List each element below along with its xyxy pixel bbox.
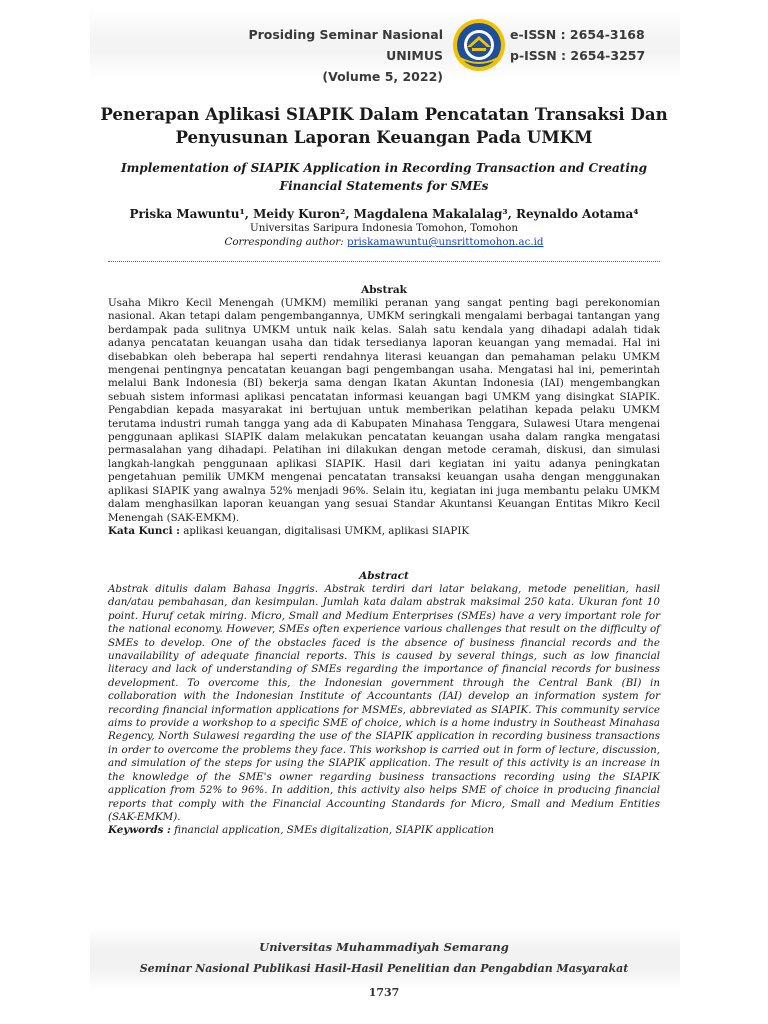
footer-seminar: Seminar Nasional Publikasi Hasil-Hasil Penelitian dan Pengabdian Masyarakat bbox=[139, 962, 629, 975]
keywords-values: financial application, SMEs digitalization, SIAPIK application bbox=[174, 824, 495, 837]
corresponding-email-link[interactable]: priskamawuntu@unsrittomohon.ac.id bbox=[346, 236, 544, 248]
english-title-line-2: Financial Statements for SMEs bbox=[279, 179, 489, 193]
paper-title bbox=[60, 103, 708, 149]
volume-label: (Volume 5, 2022) bbox=[322, 69, 443, 84]
proceedings-name: Prosiding Seminar Nasional UNIMUS bbox=[248, 27, 443, 63]
corresponding-author bbox=[60, 235, 708, 249]
kata-kunci bbox=[108, 525, 660, 538]
footer-band bbox=[90, 928, 680, 990]
affiliation: Universitas Saripura Indonesia Tomohon, Tomohon bbox=[250, 222, 518, 234]
divider bbox=[108, 261, 660, 263]
abstrak-heading: Abstrak bbox=[361, 284, 407, 296]
english-title-line-1: Implementation of SIAPIK Application in Recording Transaction and Creating bbox=[121, 161, 647, 175]
unimus-logo bbox=[452, 18, 506, 72]
corresponding-label: Corresponding author: bbox=[224, 236, 344, 248]
kata-kunci-label: Kata Kunci : bbox=[108, 524, 180, 537]
english-title bbox=[60, 159, 708, 195]
p-issn: p-ISSN : 2654-3257 bbox=[510, 48, 646, 63]
header-band bbox=[90, 10, 680, 84]
abstract-heading bbox=[108, 569, 660, 583]
keywords-label: Keywords : bbox=[108, 824, 171, 837]
title-line-1: Penerapan Aplikasi SIAPIK Dalam Pencatatan Transaksi Dan bbox=[100, 104, 668, 124]
abstract-body bbox=[108, 583, 660, 838]
abstract-heading-text: Abstract bbox=[359, 570, 409, 582]
proceedings-title bbox=[218, 24, 443, 87]
authors: Priska Mawuntu¹, Meidy Kuron², Magdalena Makalalag³, Reynaldo Aotama⁴ bbox=[129, 207, 639, 221]
footer-university: Universitas Muhammadiyah Semarang bbox=[259, 940, 509, 954]
keywords bbox=[108, 824, 660, 837]
kata-kunci-values: aplikasi keuangan, digitalisasi UMKM, aplikasi SIAPIK bbox=[183, 524, 470, 537]
e-issn: e-ISSN : 2654-3168 bbox=[510, 27, 645, 42]
title-line-2: Penyusunan Laporan Keuangan Pada UMKM bbox=[175, 127, 593, 147]
abstrak-body bbox=[108, 297, 660, 538]
page-number: 1737 bbox=[368, 986, 400, 999]
abstract-text: Abstrak ditulis dalam Bahasa Inggris. Abstrak terdiri dari latar belakang, metode penelitian, hasil dan/atau pembahasan, dan kesimpulan. Jumlah kata dalam abstrak maksimal 250 kata. Ukuran font 10 point. Huruf cetak miring. Micro, Small and Medium Enterprises (SMEs) have a very important role for the national economy. However, SMEs often experience various challenges that result on the difficulty of SMEs to develop. One of the obstacles faced is the absence of business financial records and the unavailability of adequate financial reports. This is caused by several things, such as low financial literacy and lack of understanding of SMEs regarding the importance of financial records for business development. To overcome this, the Indonesian government through the Central Bank (BI) in collaboration with the Indonesian Institute of Accountants (IAI) develop an information system for recording financial information applications for MSMEs, abbreviated as SIAPIK. This community service aims to provide a workshop to a specific SME of choice, which is a home industry in Southeast Minahasa Regency, North Sulawesi regarding the use of the SIAPIK application in recording business transactions in order to overcome the problems they face. This workshop is carried out in form of lecture, discussion, and simulation of the steps for using the SIAPIK application. The result of this activity is an increase in the knowledge of the SME's owner regarding business transactions recording using the SIAPIK application from 52% to 96%. In addition, this activity also helps SME of choice in producing financial reports that comply with the Financial Accounting Standards for Micro, Small and Medium Entities (SAK-EMKM). bbox=[108, 583, 660, 823]
abstrak-text: Usaha Mikro Kecil Menengah (UMKM) memiliki peranan yang sangat penting bagi perekonomian nasional. Akan tetapi dalam pengembangannya, UMKM seringkali mengalami berbagai tantangan yang berdampak pada sulitnya UMKM untuk naik kelas. Salah satu kendala yang dihadapi adalah tidak adanya pencatatan keuangan usaha dan tidak tersedianya laporan keuangan yang memadai. Hal ini disebabkan oleh beberapa hal seperti rendahnya literasi keuangan dan pemahaman pelaku UMKM mengenai pentingnya pencatatan keuangan bagi pengembangan usaha. Mengatasi hal ini, pemerintah melalui Bank Indonesia (BI) bekerja sama dengan Ikatan Akuntan Indonesia (IAI) mengembangkan sebuah sistem informasi aplikasi pencatatan informasi keuangan bagi UMKM yang disingkat SIAPIK. Pengabdian kepada masyarakat ini bertujuan untuk memberikan pelatihan kepada pelaku UMKM terutama industri rumah tangga yang ada di Kabupaten Minahasa Tenggara, Sulawesi Utara mengenai penggunaan aplikasi SIAPIK dalam melakukan pencatatan keuangan usaha dalam rangka mengatasi permasalahan yang dihadapi. Pelatihan ini dilakukan dengan metode ceramah, diskusi, dan simulasi langkah-langkah penggunaan aplikasi SIAPIK. Hasil dari kegiatan ini yaitu adanya peningkatan pengetahuan pemilik UMKM mengenai pencatatan transaksi keuangan usaha dengan menggunakan aplikasi SIAPIK yang awalnya 52% menjadi 96%. Selain itu, kegiatan ini juga membantu pelaku UMKM dalam menghasilkan laporan keuangan yang sesuai Standar Akuntansi Keuangan Entitas Mikro Kecil Menengah (SAK-EMKM). bbox=[108, 297, 660, 524]
issn-block bbox=[510, 24, 710, 66]
